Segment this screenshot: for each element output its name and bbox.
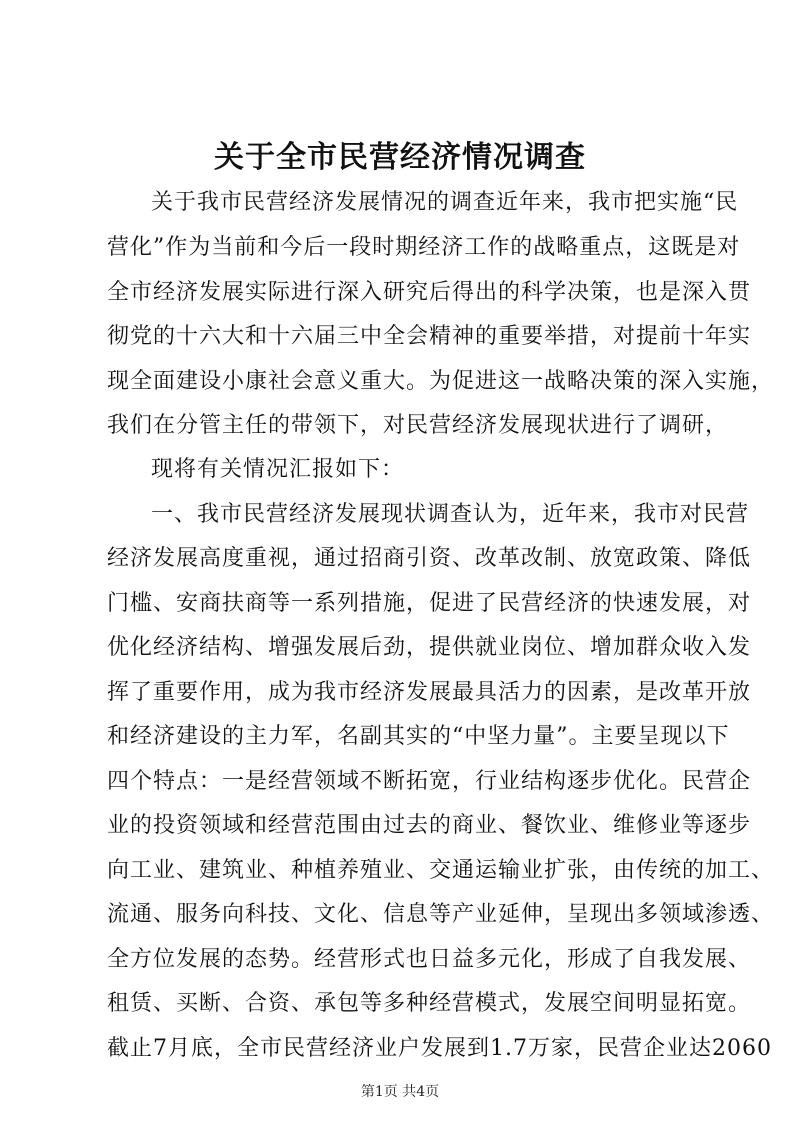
page-footer: 第1页 共4页 <box>360 1084 440 1100</box>
paragraph-line: 现将有关情况汇报如下： <box>151 457 405 482</box>
paragraph-line: 一、我市民营经济发展现状调查认为，近年来，我市对民营 <box>151 502 750 527</box>
paragraph-line: 营化”作为当前和今后一段时期经济工作的战略重点，这既是对 <box>107 235 741 260</box>
paragraph-line: 经济发展高度重视，通过招商引资、改革改制、放宽政策、降低 <box>107 546 752 571</box>
document-title: 关于全市民营经济情况调查 <box>214 140 586 175</box>
paragraph-line: 现全面建设小康社会意义重大。为促进这一战略决策的深入实施， <box>107 369 775 394</box>
paragraph-line: 优化经济结构、增强发展后劲，提供就业岗位、增加群众收入发 <box>107 635 752 660</box>
paragraph-line: 我们在分管主任的带领下，对民营经济发展现状进行了调研， <box>107 413 729 438</box>
paragraph-line: 向工业、建筑业、种植养殖业、交通运输业扩张，由传统的加工、 <box>107 858 775 883</box>
paragraph-line: 关于我市民营经济发展情况的调查近年来，我市把实施“民 <box>151 190 739 215</box>
paragraph-line: 截止7月底，全市民营经济业户发展到1.7万家，民营企业达2060 <box>107 1036 772 1061</box>
paragraph-line: 四个特点：一是经营领域不断拓宽，行业结构逐步优化。民营企 <box>107 769 752 794</box>
paragraph-line: 流通、服务向科技、文化、信息等产业延伸，呈现出多领域渗透、 <box>107 902 775 927</box>
paragraph-line: 租赁、买断、合资、承包等多种经营模式，发展空间明显拓宽。 <box>107 991 752 1016</box>
paragraph-line: 全方位发展的态势。经营形式也日益多元化，形成了自我发展、 <box>107 947 752 972</box>
paragraph-line: 和经济建设的主力军，名副其实的“中坚力量”。主要呈现以下 <box>107 724 730 749</box>
paragraph-line: 彻党的十六大和十六届三中全会精神的重要举措，对提前十年实 <box>107 324 752 349</box>
paragraph-line: 挥了重要作用，成为我市经济发展最具活力的因素，是改革开放 <box>107 680 752 705</box>
paragraph-line: 门槛、安商扶商等一系列措施，促进了民营经济的快速发展，对 <box>107 591 752 616</box>
paragraph-line: 业的投资领域和经营范围由过去的商业、餐饮业、维修业等逐步 <box>107 813 752 838</box>
paragraph-line: 全市经济发展实际进行深入研究后得出的科学决策，也是深入贯 <box>107 280 752 305</box>
